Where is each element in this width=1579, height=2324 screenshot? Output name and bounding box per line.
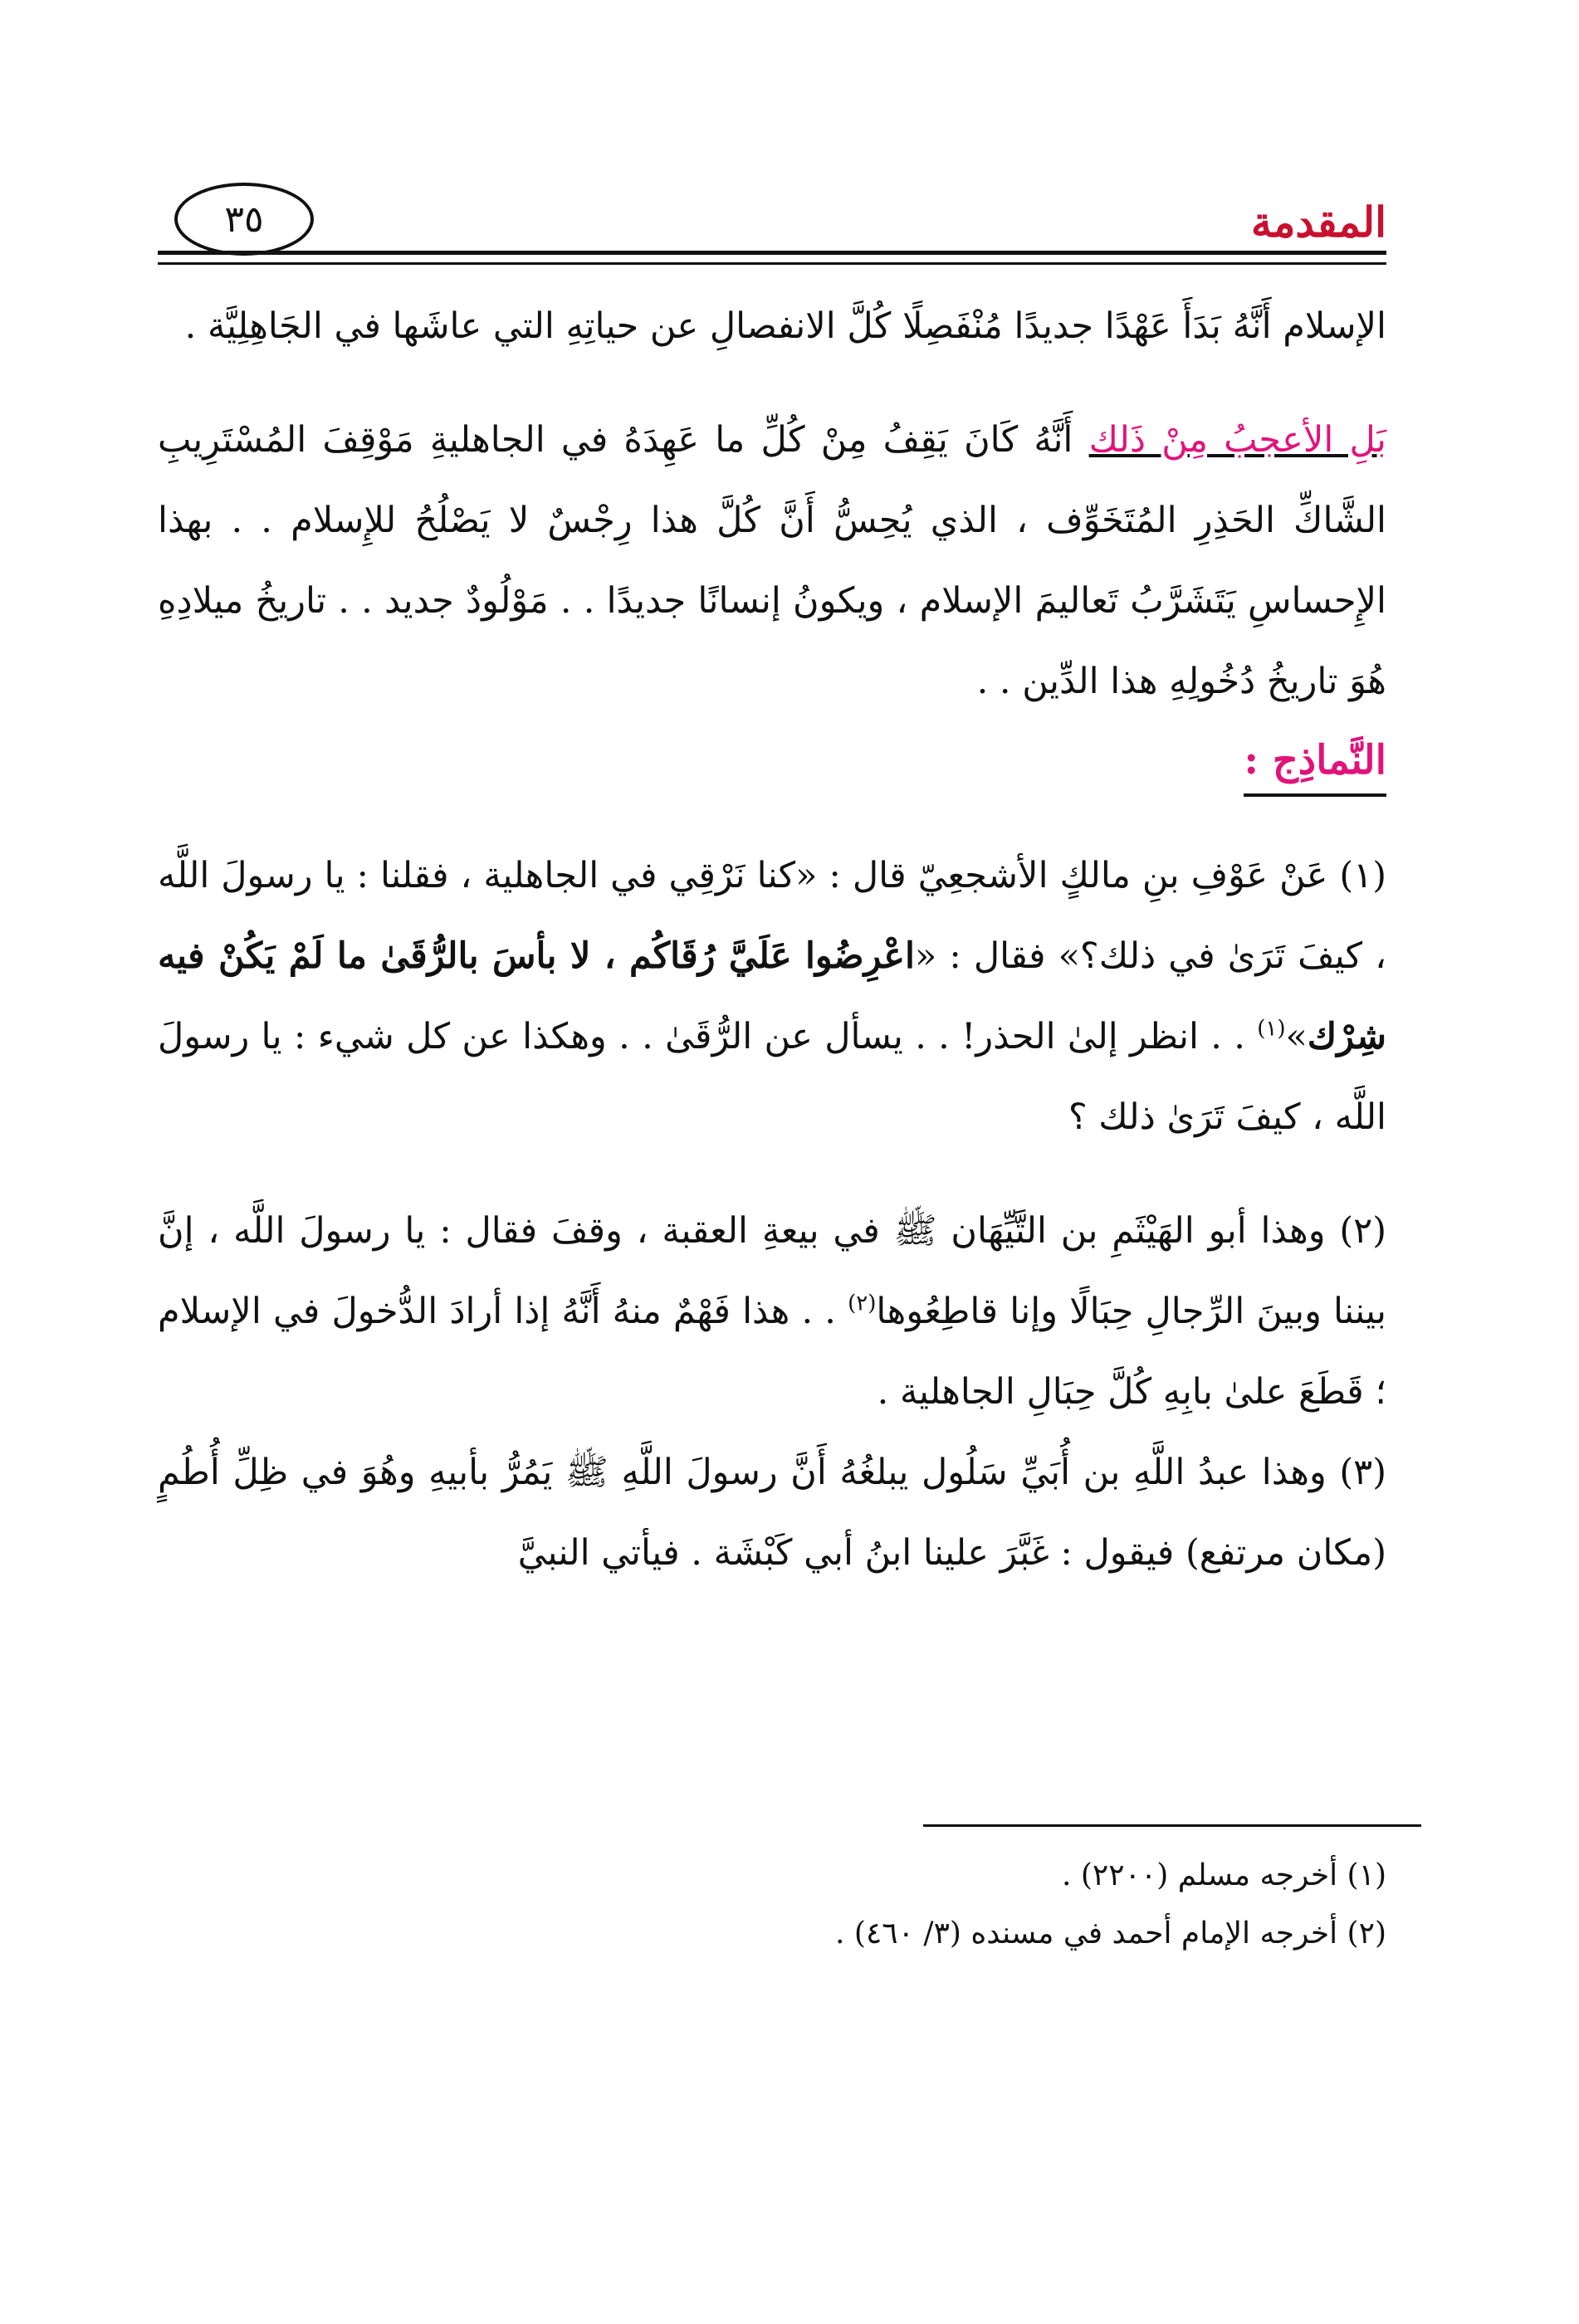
- header-rule-thick: [158, 251, 1386, 255]
- section-title: المقدمة: [1250, 198, 1386, 247]
- footnote-rule: [923, 1824, 1421, 1827]
- sample-1-rest: . . انظر إلىٰ الحذر! . . يسأل عن الرُّقَىٰ . . وهكذا عن كل شيء : يا رسولَ اللَّه ، كيفَ تَرَىٰ ذلك ؟: [158, 1016, 1386, 1138]
- sample-1-intro: (١) عَنْ عَوْفِ بنِ مالكٍ الأشجعِيّ قال : «كنا نَرْقِي في الجاهلية ، فقلنا : يا رسولَ اللَّه ، كيفَ تَرَىٰ في ذلك؟» فقال : «: [158, 855, 1387, 977]
- sample-2-intro: (٢) وهذا أبو الهَيْثَمِ بن التَّيِّهَان ﷺ في بيعةِ العقبة ، وقفَ فقال : يا رسولَ اللَّه ، إنَّ بيننا وبينَ الرِّجالِ حِبَالًا وإنا قاطِعُوها: [158, 1210, 1386, 1332]
- footnote-ref-2[interactable]: (٢): [848, 1291, 877, 1316]
- samples-heading: النَّماذِج :: [1244, 727, 1386, 797]
- page-header: [158, 174, 1386, 274]
- footnote-1: (١) أخرجه مسلم (٢٢٠٠) .: [1061, 1858, 1386, 1892]
- quote-close: »: [1285, 1016, 1308, 1057]
- footnote-2: (٢) أخرجه الإمام أحمد في مسنده (٣/ ٤٦٠) .: [835, 1916, 1386, 1950]
- page-number: ٣٥: [174, 183, 314, 256]
- paragraph-2-text: أَنَّهُ كَانَ يَقِفُ مِنْ كُلِّ ما عَهِدَهُ في الجاهليةِ مَوْقِفَ المُسْتَرِيبِ الشَّاكِّ الحَذِرِ المُتَخَوِّف ، الذي يُحِسُّ أَنَّ كُلَّ هذا رِجْسٌ لا يَصْلُحُ للإِسلام . . بهذا الإِحساسِ يَتَشَرَّبُ تَعاليمَ الإسلام ، ويكونُ إنسانًا جديدًا . . مَوْلُودٌ جديد . . تاريخُ ميلادِهِ هُوَ تاريخُ دُخُولِهِ هذا الدِّين . .: [158, 419, 1386, 702]
- sample-2-rest: . . هذا فَهْمٌ منهُ أَنَّهُ إذا أرادَ الدُّخولَ في الإسلام ؛ قَطَعَ علىٰ بابِهِ كُلَّ حِبَالِ الجاهلية .: [158, 1291, 1386, 1413]
- footnote-ref-1[interactable]: (١): [1257, 1016, 1286, 1042]
- paragraph-1: الإسلام أَنَّهُ بَدَأَ عَهْدًا جديدًا مُنْفَصِلًا كُلَّ الانفصالِ عن حياتِهِ التي عاشَها في الجَاهِلِيَّة .: [184, 305, 1386, 347]
- highlight-phrase: بَلِ الأعجبُ مِنْ ذَلك: [1088, 419, 1386, 461]
- main-text: [158, 286, 1386, 1594]
- hadith-quote: اعْرِضُوا عَلَيَّ رُقَاكُم ، لا بأسَ بالرُّقَىٰ ما لَمْ يَكُنْ فيه شِرْك: [158, 935, 1386, 1057]
- paragraph-2: [158, 400, 1386, 722]
- footnotes: [158, 1847, 1386, 1963]
- sample-2: [158, 1191, 1386, 1433]
- sample-3: (٣) وهذا عبدُ اللَّهِ بن أُبَيِّ سَلُول يبلغُهُ أَنَّ رسولَ اللَّهِ ﷺ يَمُرُّ بأبيهِ وهُوَ في ظِلِّ أُطُمٍ (مكان مرتفع) فيقول : غَبَّرَ علينا ابنُ أبي كَبْشَة . فيأتي النبيَّ: [158, 1452, 1386, 1574]
- sample-1: [158, 836, 1386, 1158]
- header-rule-thin: [158, 262, 1386, 265]
- samples-heading-row: [158, 722, 1386, 803]
